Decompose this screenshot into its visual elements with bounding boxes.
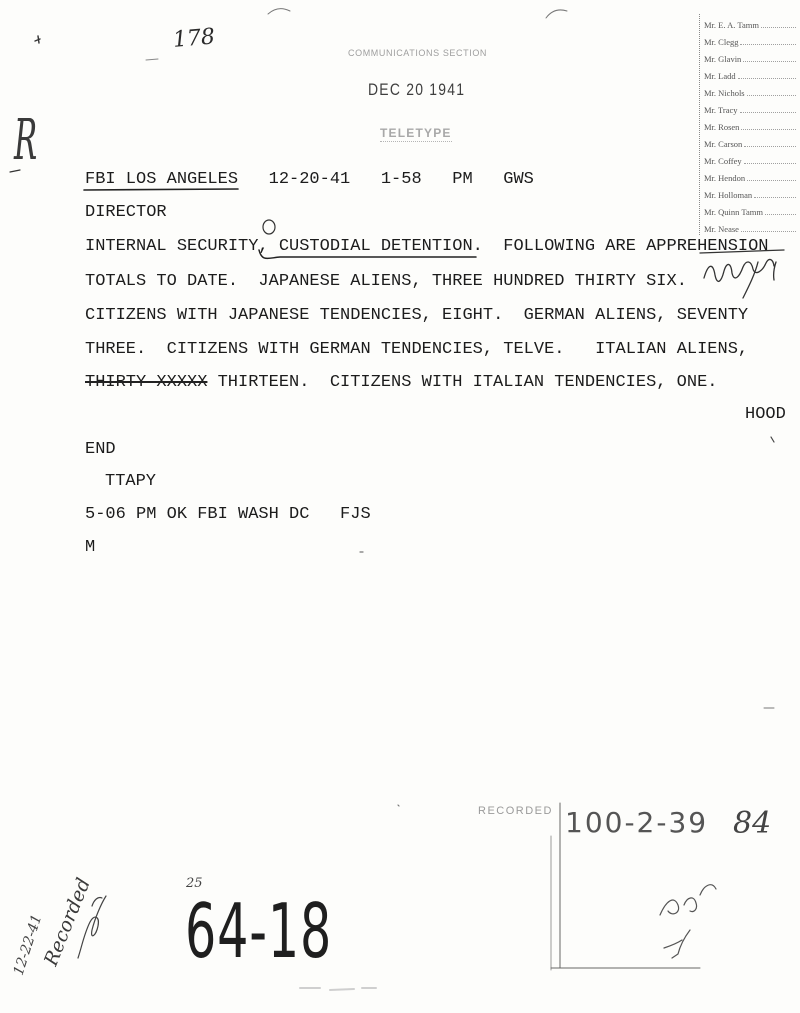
handwritten-index-number: 64-18 [185, 888, 333, 976]
routing-name: Mr. Tracy [704, 105, 738, 115]
handwritten-serial-number: 178 [172, 24, 217, 53]
dotted-leader [740, 44, 796, 45]
acknowledgement: TTAPY [105, 472, 157, 491]
routing-list [699, 14, 798, 235]
faint-mark [300, 988, 376, 990]
routing-entry [704, 133, 798, 150]
routing-entry [704, 116, 798, 133]
message-meridiem: PM [452, 170, 473, 189]
dotted-leader [754, 197, 796, 198]
end-marker: END [85, 440, 116, 459]
message-header-line [85, 170, 534, 190]
routing-entry [704, 99, 798, 116]
routing-name: Mr. Glavin [704, 54, 742, 64]
routing-name: Mr. Clegg [704, 37, 739, 47]
body-line-text: THIRTEEN. CITIZENS WITH ITALIAN TENDENCIES, ONE. [217, 373, 718, 392]
routing-entry [704, 65, 798, 82]
routing-entry [704, 82, 798, 99]
routing-entry [704, 218, 798, 235]
origin-office: FBI LOS ANGELES [85, 170, 239, 189]
recorded-stamp: RECORDED [478, 805, 553, 817]
routing-entry [704, 31, 798, 48]
dotted-leader [744, 163, 796, 164]
routing-name: Mr. Holloman [704, 190, 753, 200]
message-time: 1-58 [380, 170, 422, 189]
dotted-leader [741, 231, 796, 232]
routing-name: Mr. Coffey [704, 156, 742, 166]
handwritten-recorded-note: Recorded [39, 875, 95, 969]
routing-name: Mr. Ladd [704, 71, 736, 81]
handwritten-recorded-date: 12-22-41 [10, 912, 46, 978]
handwritten-file-serial: 84 [733, 806, 772, 841]
routing-name: Mr. E. A. Tamm [704, 20, 759, 30]
received-date-stamp: DEC 20 1941 [368, 80, 466, 99]
serial-dash [146, 59, 158, 60]
routing-entry [704, 184, 798, 201]
routing-name: Mr. Nichols [704, 88, 745, 98]
struck-out-text: THIRTY XXXXX [85, 373, 208, 392]
dotted-leader [738, 78, 796, 79]
handwritten-file-number: 100-2-39 [565, 806, 709, 839]
routing-entry [704, 201, 798, 218]
communications-section-stamp: COMMUNICATIONS SECTION [348, 48, 488, 58]
body-line [85, 373, 718, 393]
routing-entry [704, 167, 798, 184]
stamp-corner-arc [268, 9, 290, 14]
receipt-line: 5-06 PM OK FBI WASH DC FJS [85, 505, 371, 524]
dotted-leader [747, 180, 796, 181]
handwritten-scrawl-right [704, 259, 776, 298]
message-date: 12-20-41 [268, 170, 351, 189]
routing-name: Mr. Carson [704, 139, 743, 149]
teletype-stamp: TELETYPE [380, 126, 452, 140]
body-line: TOTALS TO DATE. JAPANESE ALIENS, THREE HUNDRED THIRTY SIX. [85, 272, 687, 291]
final-marker: M [85, 538, 96, 557]
routing-name: Mr. Rosen [704, 122, 740, 132]
stamp-corner-arc [546, 10, 567, 18]
body-line: INTERNAL SECURITY, CUSTODIAL DETENTION. FOLLOWING ARE APPREHENSION [85, 237, 769, 256]
dotted-leader [740, 112, 796, 113]
handwritten-scrawl-box [660, 885, 716, 958]
dotted-leader [765, 214, 796, 215]
routing-name: Mr. Nease [704, 224, 739, 234]
routing-entry [704, 150, 798, 167]
dotted-leader [743, 61, 796, 62]
dotted-leader [761, 27, 796, 28]
stray-dot [360, 552, 399, 806]
routing-name: Mr. Hendon [704, 173, 746, 183]
signature: HOOD [745, 405, 786, 424]
top-left-mark [35, 36, 40, 43]
body-line: CITIZENS WITH JAPANESE TENDENCIES, EIGHT. GERMAN ALIENS, SEVENTY [85, 306, 749, 325]
addressee: DIRECTOR [85, 203, 167, 222]
routing-name: Mr. Quinn Tamm [704, 207, 763, 217]
circle-mark [263, 220, 275, 234]
dotted-leader [747, 95, 796, 96]
handwritten-margin-initial: R [14, 108, 38, 173]
tick-mark [771, 437, 774, 442]
body-line: THREE. CITIZENS WITH GERMAN TENDENCIES, TELVE. ITALIAN ALIENS, [85, 340, 749, 359]
routing-entry [704, 48, 798, 65]
handwritten-index-note: 25 [186, 876, 203, 891]
dotted-leader [744, 146, 796, 147]
dotted-leader [741, 129, 796, 130]
routing-entry [704, 14, 798, 31]
sender-initials: GWS [503, 170, 534, 189]
